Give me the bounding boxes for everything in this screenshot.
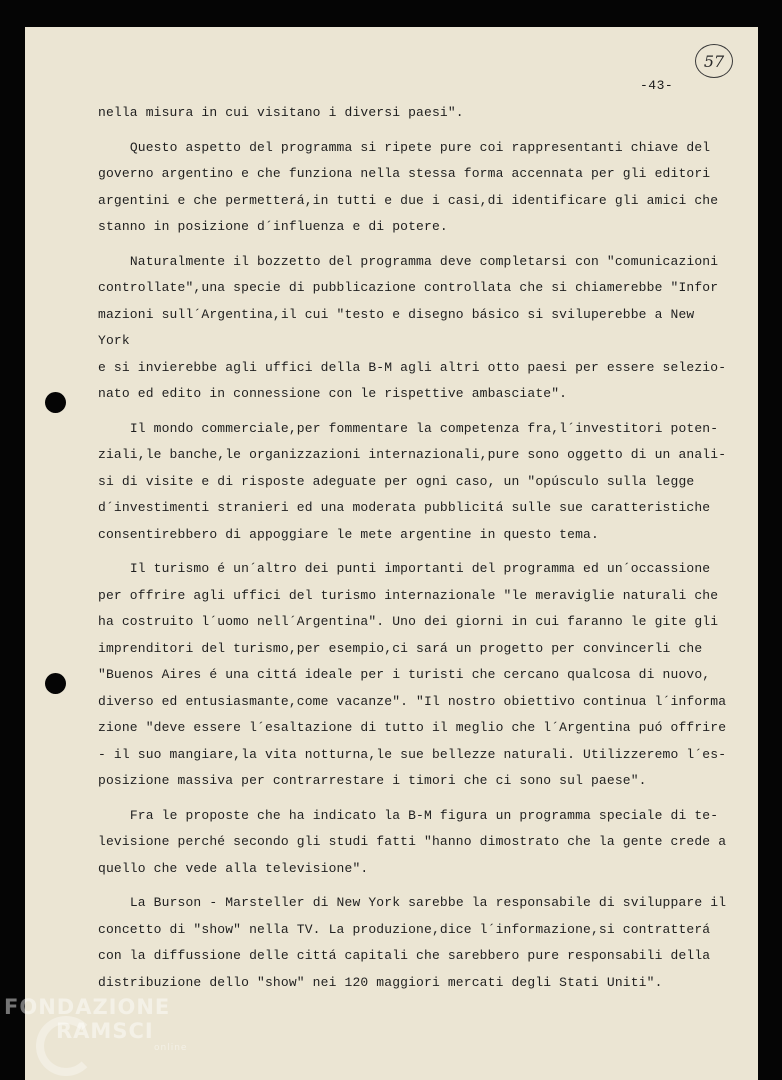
text-line: quello che vede alla televisione". xyxy=(98,860,369,876)
text-line: controllate",una specie di pubblicazione controllata che si chiamerebbe "Infor xyxy=(98,280,719,295)
paragraph xyxy=(98,249,728,408)
watermark-line3: online xyxy=(154,1043,188,1053)
text-line: nato ed edito in connessione con le rispettive ambasciate". xyxy=(98,386,568,401)
text-line: Naturalmente il bozzetto del programma deve completarsi con "comunicazioni xyxy=(98,253,719,269)
text-line: Il mondo commerciale,per fommentare la competenza fra,l´investitori poten- xyxy=(98,420,719,436)
text-line: stanno in posizione d´influenza e di potere. xyxy=(98,219,448,234)
text-line: Questo aspetto del programma si ripete pure coi rappresentanti chiave del xyxy=(98,139,711,155)
paragraph xyxy=(98,890,728,996)
text-line: mazioni sull´Argentina,il cui "testo e disegno básico si sviluperebbe a New York xyxy=(98,306,703,348)
text-line: "Buenos Aires é una cittá ideale per i turisti che cercano qualcosa di nuovo, xyxy=(98,667,711,682)
watermark xyxy=(4,995,187,1053)
text-line: si di visite e di risposte adeguate per ogni caso, un "opúsculo sulla legge xyxy=(98,473,695,489)
paragraph xyxy=(98,135,728,241)
text-line: levisione perché secondo gli studi fatti "hanno dimostrato che la gente crede a xyxy=(98,834,727,849)
text-line: distribuzione dello "show" nei 120 maggiori mercati degli Stati Uniti". xyxy=(98,974,663,990)
text-line: ha costruito l´uomo nell´Argentina". Uno dei giorni in cui faranno le gite gli xyxy=(98,614,719,629)
paragraph xyxy=(98,100,728,127)
text-line: concetto di "show" nella TV. La produzione,dice l´informazione,si contratterá xyxy=(98,921,711,937)
text-line: imprenditori del turismo,per esempio,ci sará un progetto per convincerli che xyxy=(98,640,703,656)
text-line: governo argentino e che funziona nella stessa forma accennata per gli editori xyxy=(98,166,711,181)
document-body xyxy=(98,100,728,1004)
text-line: zione "deve essere l´esaltazione di tutto il meglio che l´Argentina puó offrire xyxy=(98,720,727,735)
text-line: argentini e che permetterá,in tutti e due i casi,di identificare gli amici che xyxy=(98,192,719,208)
text-line: e si invierebbe agli uffici della B-M agli altri otto paesi per essere selezio- xyxy=(98,359,727,375)
paragraph xyxy=(98,416,728,549)
text-line: - il suo mangiare,la vita notturna,le sue bellezze naturali. Utilizzeremo l´es- xyxy=(98,746,727,762)
text-line: con la diffussione delle cittá capitali che sarebbero pure responsabili della xyxy=(98,948,711,963)
text-line: nella misura in cui visitano i diversi paesi". xyxy=(98,105,464,120)
text-line: Il turismo é un´altro dei punti importanti del programma ed un´occassione xyxy=(98,561,711,576)
watermark-line1: FONDAZIONE xyxy=(4,995,171,1019)
stamp-number: 57 xyxy=(703,51,725,71)
punch-hole-bottom xyxy=(45,673,66,694)
watermark-line2: RAMSCI xyxy=(56,1019,154,1043)
paragraph xyxy=(98,556,728,795)
text-line: d´investimenti stranieri ed una moderata pubblicitá sulle sue caratteristiche xyxy=(98,500,711,515)
text-line: diverso ed entusiasmante,come vacanze". "Il nostro obiettivo continua l´informa xyxy=(98,693,727,709)
text-line: ziali,le banche,le organizzazioni internazionali,pure sono oggetto di un anali- xyxy=(98,447,727,462)
paragraph xyxy=(98,803,728,883)
archive-stamp xyxy=(695,44,733,78)
text-line: La Burson - Marsteller di New York sarebbe la responsabile di sviluppare il xyxy=(98,895,727,910)
text-line: Fra le proposte che ha indicato la B-M figura un programma speciale di te- xyxy=(98,807,719,823)
page-number: -43- xyxy=(640,78,674,93)
text-line: posizione massiva per contrarrestare i timori che ci sono sul paese". xyxy=(98,773,647,788)
text-line: consentirebbero di appoggiare le mete argentine in questo tema. xyxy=(98,526,599,542)
punch-hole-top xyxy=(45,392,66,413)
text-line: per offrire agli uffici del turismo internazionale "le meraviglie naturali che xyxy=(98,587,719,603)
